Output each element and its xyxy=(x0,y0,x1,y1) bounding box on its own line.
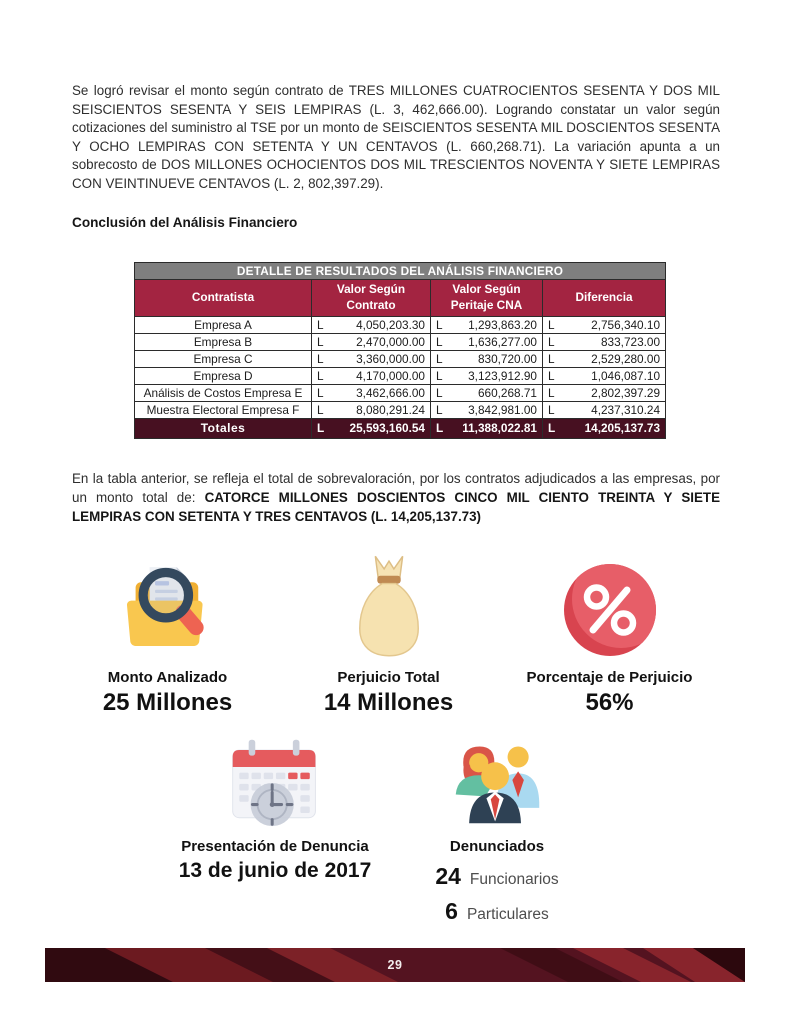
cell-difference xyxy=(543,316,666,333)
currency-symbol: L xyxy=(436,368,443,383)
cell-value: 3,360,000.00 xyxy=(356,351,425,366)
currency-symbol: L xyxy=(548,317,555,332)
stat-presentacion-denuncia xyxy=(165,733,385,925)
stat-label: Porcentaje de Perjuicio xyxy=(526,668,693,686)
currency-symbol: L xyxy=(436,421,444,436)
cell-contract xyxy=(312,384,431,401)
stat-value: 56% xyxy=(585,688,634,716)
totals-label: Totales xyxy=(135,418,312,438)
totals-contract xyxy=(312,418,431,438)
cell-appraisal xyxy=(431,350,543,367)
currency-symbol: L xyxy=(436,385,443,400)
currency-symbol: L xyxy=(317,402,324,417)
intro-paragraph: Se logró revisar el monto según contrato de TRES MILLONES CUATROCIENTOS SESENTA Y DOS MIL SEISCIENTOS SESENTA Y SEIS LEMPIRAS (L. 3, 462,666.00). Logrando constatar un valor según cotizaciones del suministro al TSE por un monto de SEISCIENTOS SESENTA MIL DOSCIENTOS SESENTA Y OCHO LEMPIRAS CON SETENTA Y UN CENTAVOS (L. 660,268.71). La variación apunta a un sobrecosto de DOS MILLONES OCHOCIENTOS DOS MIL TRESCIENTOS NOVENTA Y SIETE LEMPIRAS CON VEINTINUEVE CENTAVOS (L. 2, 802,397.29). xyxy=(72,83,720,191)
currency-symbol: L xyxy=(317,317,324,332)
col-header-contract: Valor Según Contrato xyxy=(312,279,431,316)
summary-regular-text: En la tabla anterior, se refleja el total de sobrevaloración, por los contratos adjudicados a las empresas, por un monto total de: xyxy=(72,470,720,505)
currency-symbol: L xyxy=(548,351,555,366)
table-row xyxy=(135,316,666,333)
currency-symbol: L xyxy=(317,385,324,400)
currency-symbol: L xyxy=(548,385,555,400)
table-totals-row xyxy=(135,418,666,438)
cell-difference xyxy=(543,333,666,350)
count-text: Funcionarios xyxy=(469,870,559,888)
financial-results-table xyxy=(134,262,666,439)
table-header-row xyxy=(135,279,666,316)
cell-contractor: Empresa A xyxy=(135,316,312,333)
col-header-difference: Diferencia xyxy=(543,279,666,316)
count-funcionarios xyxy=(435,863,558,890)
cell-difference xyxy=(543,350,666,367)
cell-value: 4,050,203.30 xyxy=(356,317,425,332)
people-icon xyxy=(444,733,550,829)
stats-row-1 xyxy=(57,548,720,717)
stat-perjuicio-total xyxy=(278,548,499,717)
currency-symbol: L xyxy=(548,368,555,383)
cell-value: 3,842,981.00 xyxy=(468,402,537,417)
cell-contractor: Análisis de Costos Empresa E xyxy=(135,384,312,401)
cell-contractor: Muestra Electoral Empresa F xyxy=(135,401,312,418)
stats-row-2 xyxy=(72,733,720,925)
cell-contract xyxy=(312,316,431,333)
table-title-row xyxy=(135,262,666,279)
section-heading: Conclusión del Análisis Financiero xyxy=(72,214,298,230)
currency-symbol: L xyxy=(317,421,325,436)
cell-contract xyxy=(312,333,431,350)
cell-appraisal xyxy=(431,333,543,350)
count-text: Particulares xyxy=(466,905,549,923)
footer-bar xyxy=(45,948,745,982)
cell-contractor: Empresa B xyxy=(135,333,312,350)
cell-appraisal xyxy=(431,316,543,333)
stat-monto-analizado xyxy=(57,548,278,717)
col-header-appraisal: Valor Según Peritaje CNA xyxy=(431,279,543,316)
currency-symbol: L xyxy=(317,334,324,349)
cell-value: 1,293,863.20 xyxy=(468,317,537,332)
cell-contract xyxy=(312,367,431,384)
table-row xyxy=(135,384,666,401)
cell-value: 2,756,340.10 xyxy=(591,317,661,332)
percent-icon xyxy=(560,548,660,660)
currency-symbol: L xyxy=(436,402,443,417)
totals-difference xyxy=(543,418,666,438)
financial-table-wrap xyxy=(134,262,720,439)
currency-symbol: L xyxy=(548,402,555,417)
cell-difference xyxy=(543,367,666,384)
folder-search-icon xyxy=(114,548,222,660)
count-particulares xyxy=(445,898,549,925)
table-title: DETALLE DE RESULTADOS DEL ANÁLISIS FINANCIERO xyxy=(135,262,666,279)
count-number: 6 xyxy=(445,897,458,924)
stat-porcentaje-perjuicio xyxy=(499,548,720,717)
cell-value: 4,170,000.00 xyxy=(356,368,425,383)
stat-value: 14 Millones xyxy=(323,688,454,716)
page-number: 29 xyxy=(387,958,403,972)
cell-value: 660,268.71 xyxy=(477,385,537,400)
currency-symbol: L xyxy=(548,421,556,436)
cell-value: 833,723.00 xyxy=(600,334,661,349)
table-row xyxy=(135,350,666,367)
cell-value: 11,388,022.81 xyxy=(462,421,537,436)
cell-value: 1,046,087.10 xyxy=(591,368,661,383)
cell-value: 2,802,397.29 xyxy=(591,385,661,400)
cell-value: 8,080,291.24 xyxy=(356,402,425,417)
cell-contractor: Empresa D xyxy=(135,367,312,384)
stat-value: 13 de junio de 2017 xyxy=(178,858,372,882)
currency-symbol: L xyxy=(317,351,324,366)
money-bag-icon xyxy=(350,548,428,660)
totals-appraisal xyxy=(431,418,543,438)
cell-value: 2,529,280.00 xyxy=(591,351,661,366)
cell-value: 14,205,137.73 xyxy=(584,421,661,436)
cell-value: 830,720.00 xyxy=(477,351,537,366)
cell-value: 2,470,000.00 xyxy=(356,334,425,349)
calendar-icon xyxy=(223,733,327,829)
table-row xyxy=(135,333,666,350)
cell-difference xyxy=(543,384,666,401)
stat-label: Presentación de Denuncia xyxy=(181,837,369,855)
cell-difference xyxy=(543,401,666,418)
cell-contract xyxy=(312,401,431,418)
cell-contractor: Empresa C xyxy=(135,350,312,367)
stat-value: 25 Millones xyxy=(102,688,233,716)
cell-value: 4,237,310.24 xyxy=(591,402,661,417)
stat-label: Denunciados xyxy=(449,837,545,855)
cell-appraisal xyxy=(431,384,543,401)
stat-label: Perjuicio Total xyxy=(337,668,440,686)
currency-symbol: L xyxy=(436,334,443,349)
table-row xyxy=(135,401,666,418)
stat-label: Monto Analizado xyxy=(107,668,228,686)
currency-symbol: L xyxy=(548,334,555,349)
cell-value: 1,636,277.00 xyxy=(468,334,537,349)
currency-symbol: L xyxy=(436,317,443,332)
cell-appraisal xyxy=(431,367,543,384)
summary-paragraph xyxy=(72,469,720,526)
cell-appraisal xyxy=(431,401,543,418)
stat-denunciados xyxy=(387,733,607,925)
count-number: 24 xyxy=(435,862,461,889)
currency-symbol: L xyxy=(317,368,324,383)
table-row xyxy=(135,367,666,384)
col-header-contractor: Contratista xyxy=(135,279,312,316)
cell-value: 25,593,160.54 xyxy=(349,421,425,436)
currency-symbol: L xyxy=(436,351,443,366)
cell-contract xyxy=(312,350,431,367)
cell-value: 3,123,912.90 xyxy=(468,368,537,383)
summary-bold-text: CATORCE MILLONES DOSCIENTOS CINCO MIL CIENTO TREINTA Y SIETE LEMPIRAS CON SETENTA Y TRES CENTAVOS (L. 14,205,137.73) xyxy=(72,489,721,524)
cell-value: 3,462,666.00 xyxy=(356,385,425,400)
